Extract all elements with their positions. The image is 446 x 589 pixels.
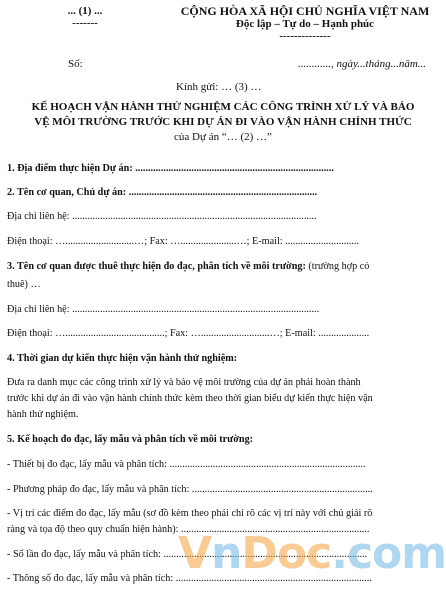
section-2-owner: 2. Tên cơ quan, Chủ dự án: .......................................................................... bbox=[7, 187, 318, 198]
section-5-equipment: - Thiết bị đo đạc, lấy mẫu và phân tích: ............................................................................. bbox=[7, 459, 366, 470]
section-3-note-cont: thuê) … bbox=[7, 279, 41, 290]
section-4-heading: 4. Thời gian dự kiến thực hiện vận hành thử nghiệm: bbox=[7, 353, 238, 364]
nation-name: CỘNG HÒA XÃ HỘI CHỦ NGHĨA VIỆT NAM bbox=[180, 4, 430, 18]
section-3-contractor bbox=[7, 261, 369, 272]
section-1-text: 1. Địa điểm thực hiện Dự án: .............................................................................. bbox=[7, 163, 334, 174]
section-5-method: - Phương pháp đo đạc, lấy mẫu và phân tích: ....................................................................... bbox=[7, 484, 373, 495]
section-2-address: Địa chỉ liên hệ: ................................................................................................ bbox=[7, 211, 317, 222]
document-subtitle: của Dự án “… (2) …” bbox=[174, 131, 272, 143]
section-5-locations-line1: - Vị trí các điểm đo đạc, lấy mẫu (sơ đồ kèm theo phải chỉ rõ các vị trí này với chủ giải rõ bbox=[7, 508, 373, 519]
section-4-paragraph-line1: Đưa ra danh mục các công trình xử lý và bảo vệ môi trường của dự án phải hoàn thành bbox=[7, 377, 361, 388]
vndoc-watermark-logo bbox=[178, 528, 446, 579]
motto: Độc lập – Tự do – Hạnh phúc bbox=[235, 18, 375, 30]
watermark-part-4: .com bbox=[331, 528, 446, 579]
motto-rule: -------------- bbox=[279, 30, 331, 42]
section-4-paragraph-line2: trước khi dự án đi vào vận hành chính thức kèm theo thời gian biểu dự kiến thực hiện vận bbox=[7, 393, 373, 404]
watermark-part-1: V bbox=[178, 528, 212, 579]
section-1-location bbox=[7, 163, 334, 174]
document-date: ............, ngày...tháng...năm... bbox=[298, 58, 427, 70]
document-title-line2: VỆ MÔI TRƯỜNG TRƯỚC KHI DỰ ÁN ĐI VÀO VẬN HÀNH CHÍNH THỨC bbox=[34, 116, 412, 128]
watermark-part-2: n bbox=[211, 528, 242, 579]
section-3-note: (trường hợp có bbox=[305, 261, 370, 272]
section-5-parameters: - Thông số đo đạc, lấy mẫu và phân tích: ............................................................................. bbox=[7, 573, 372, 584]
section-3-heading: 3. Tên cơ quan được thuê thực hiện đo đạc, phân tích về môi trường: bbox=[7, 261, 306, 272]
section-2-phone-fax-email: Điện thoại: …...........................…; Fax: …......................…; E-mail: ............................. bbox=[7, 236, 360, 247]
section-5-frequency: - Số lần đo đạc, lấy mẫu và phân tích: ................................................................................ bbox=[7, 549, 368, 560]
watermark-part-3: Doc bbox=[241, 528, 332, 579]
document-title-line1: KẾ HOẠCH VẬN HÀNH THỬ NGHIỆM CÁC CÔNG TRÌNH XỬ LÝ VÀ BẢO bbox=[31, 101, 415, 113]
section-4-paragraph-line3: hành thử nghiệm. bbox=[7, 409, 79, 420]
section-5-heading: 5. Kế hoạch đo đạc, lấy mẫu và phân tích về môi trường: bbox=[7, 434, 254, 445]
recipient-line: Kính gửi: … (3) … bbox=[176, 81, 262, 93]
section-3-address: Địa chỉ liên hệ: ................................................................................................. bbox=[7, 304, 320, 315]
document-number-label: Số: bbox=[68, 58, 83, 70]
section-5-locations-line2: ràng và tọa độ theo quy chuẩn hiện hành): .......................................................................... bbox=[7, 524, 370, 535]
agency-code: ... (1) ... bbox=[67, 5, 103, 17]
section-3-phone-fax-email: Điện thoại: ….......................................; Fax: …...........................…; E-mail: .................... bbox=[7, 328, 370, 339]
agency-code-rule: ------- bbox=[72, 17, 98, 29]
